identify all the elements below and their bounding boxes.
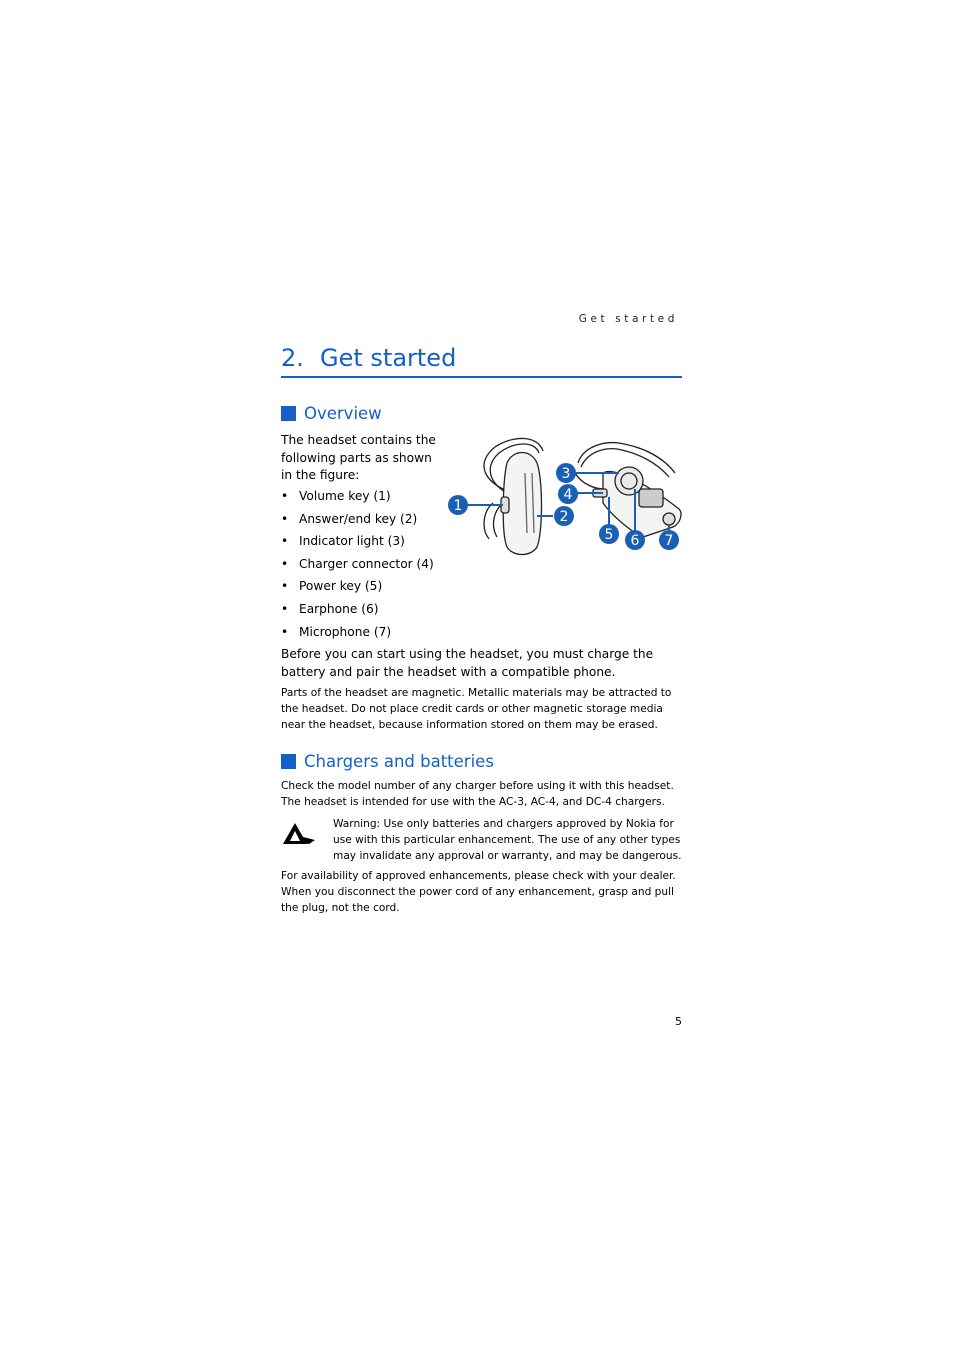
callout-label: 5 bbox=[604, 527, 614, 543]
list-item bbox=[281, 556, 434, 579]
callout-label: 1 bbox=[453, 498, 463, 514]
list-item-label: Volume key (1) bbox=[299, 489, 391, 503]
callout-2 bbox=[554, 506, 574, 526]
overview-heading bbox=[281, 404, 382, 423]
list-item-label: Earphone (6) bbox=[299, 601, 379, 616]
callout-label: 6 bbox=[630, 533, 640, 549]
list-item bbox=[281, 624, 434, 647]
section-square-icon bbox=[281, 406, 296, 421]
running-head: Get started bbox=[578, 313, 678, 325]
list-item bbox=[281, 533, 434, 556]
page-number: 5 bbox=[675, 1015, 682, 1028]
section-square-icon bbox=[281, 754, 296, 769]
bullet-icon: • bbox=[281, 601, 289, 616]
bullet-icon: • bbox=[281, 624, 289, 639]
callout-label: 4 bbox=[563, 487, 573, 503]
headset-front-view bbox=[575, 443, 681, 537]
list-item-label: Charger connector (4) bbox=[299, 556, 434, 571]
bullet-icon: • bbox=[281, 511, 289, 526]
list-item bbox=[281, 601, 434, 624]
availability-paragraph: For availability of approved enhancements, please check with your dealer. When you disconnect the power cord of any enhancement, grasp and pull the plug, not the cord. bbox=[281, 870, 676, 914]
headset-figure bbox=[443, 433, 683, 563]
callout-6 bbox=[625, 530, 645, 550]
overview-heading-text: Overview bbox=[304, 404, 382, 423]
chargers-paragraph: Check the model number of any charger before using it with this headset. The headset is intended for use with the AC-3, AC-4, and DC-4 chargers. bbox=[281, 780, 674, 808]
headset-side-view bbox=[484, 438, 543, 554]
list-item-label: Answer/end key (2) bbox=[299, 511, 418, 526]
list-item-label: Indicator light (3) bbox=[299, 534, 405, 549]
bullet-icon: • bbox=[281, 579, 289, 594]
overview-intro: The headset contains the following parts as shown in the figure: bbox=[281, 433, 436, 482]
callout-3 bbox=[556, 463, 576, 483]
callout-1 bbox=[448, 495, 468, 515]
bullet-icon: • bbox=[281, 534, 289, 549]
list-item bbox=[281, 511, 434, 534]
chapter-title-text: Get started bbox=[320, 344, 457, 372]
list-item-label: Power key (5) bbox=[299, 579, 383, 594]
chargers-heading bbox=[281, 752, 494, 771]
bullet-icon: • bbox=[281, 556, 289, 571]
chapter-title bbox=[281, 344, 682, 378]
chapter-number: 2. bbox=[281, 344, 304, 372]
callout-5 bbox=[599, 524, 619, 544]
bullet-icon: • bbox=[281, 489, 289, 503]
list-item bbox=[281, 488, 434, 511]
overview-paragraph: Before you can start using the headset, you must charge the battery and pair the headset with a compatible phone. bbox=[281, 647, 654, 679]
magnetic-note: Parts of the headset are magnetic. Metallic materials may be attracted to the headset. Do not place credit cards or other magnetic storage media near the headset, because information stored on them may be erased. bbox=[281, 687, 672, 731]
callout-7 bbox=[659, 530, 679, 550]
warning-text: Warning: Use only batteries and chargers approved by Nokia for use with this particular enhancement. The use of any other types may invalidate any approval or warranty, and may be dangerous. bbox=[333, 818, 682, 862]
callout-4 bbox=[558, 484, 578, 504]
list-item-label: Microphone (7) bbox=[299, 624, 392, 639]
callout-label: 3 bbox=[561, 466, 571, 482]
parts-list bbox=[281, 488, 434, 646]
warning-icon bbox=[281, 820, 317, 846]
list-item bbox=[281, 578, 434, 601]
callout-label: 2 bbox=[559, 509, 569, 525]
callout-label: 7 bbox=[664, 533, 674, 549]
chargers-heading-text: Chargers and batteries bbox=[304, 752, 494, 771]
